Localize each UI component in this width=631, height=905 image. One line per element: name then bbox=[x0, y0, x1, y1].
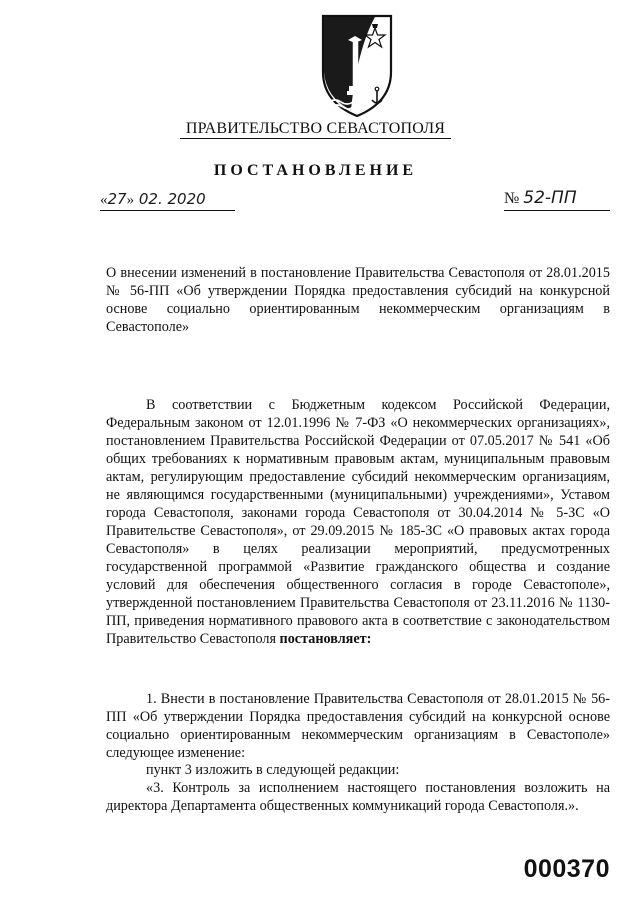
item-1-instruction: пункт 3 изложить в следующей редакции: bbox=[146, 762, 400, 778]
date-month-year: 02. 2020 bbox=[138, 190, 206, 208]
preamble-text: В соответствии с Бюджетным кодексом Российской Федерации, Федеральным законом от 12.01.1996 № 7-ФЗ «О некоммерческих организациях», постановлением Правительства Российской Федерации от 07.05.2017 № 541 «Об общих требованиях к нормативным правовым актам, муниципальным правовым актам, регулирующим предоставление субсидий некоммерческим организациям, не являющимся государственными (муниципальными) учреждениями», Уставом города Севастополя, законами города Севастополя от 30.04.2014 № 5-ЗС «О Правительстве Севастополя», от 29.09.2015 № 185-ЗС «О правовых актах города Севастополя» в целях реализации мероприятий, предусмотренных государственной программой «Развитие гражданского общества и создание условий для обеспечения общественного согласия в городе Севастополе», утвержденной постановлением Правительства Севастополя от 23.11.2016 № 1130-ПП, приведения нормативного правового акта в соответствие с законодательством Правительство Севастополя bbox=[106, 397, 610, 647]
sevastopol-coat-of-arms-icon bbox=[317, 10, 397, 120]
document-subject: О внесении изменений в постановление Правительства Севастополя от 28.01.2015 № 56-ПП «Об утверждении Порядка предоставления субсидий на конкурсной основе социально ориентированным некоммерческим организациям в Севастополе» bbox=[106, 265, 610, 335]
item-1-paragraph: 1. Внести в постановление Правительства Севастополя от 28.01.2015 № 56-ПП «Об утверждении Порядка предоставления субсидий на конкурсной основе социально ориентированным некоммерческим организациям в Севастополе» следующее изменение: bbox=[106, 691, 610, 761]
document-type: ПОСТАНОВЛЕНИЕ bbox=[213, 162, 418, 179]
resolve-word: постановляет: bbox=[279, 631, 372, 647]
document-date bbox=[100, 190, 235, 211]
government-title-text: ПРАВИТЕЛЬСТВО СЕВАСТОПОЛЯ bbox=[180, 120, 451, 139]
number-value: 52-ПП bbox=[523, 188, 577, 208]
government-title bbox=[0, 120, 631, 138]
document-number bbox=[504, 188, 610, 211]
preamble-paragraph bbox=[106, 396, 610, 648]
date-day: 27 bbox=[107, 190, 127, 208]
date-open-quote: « bbox=[100, 192, 108, 208]
date-close-quote: » bbox=[126, 192, 135, 208]
item-1-quoted-text: «3. Контроль за исполнением настоящего постановления возложить на директора Департамента общественных коммуникаций города Севастополя.». bbox=[106, 780, 610, 814]
form-serial-number: 000370 bbox=[523, 855, 610, 883]
number-label: № bbox=[504, 190, 520, 207]
